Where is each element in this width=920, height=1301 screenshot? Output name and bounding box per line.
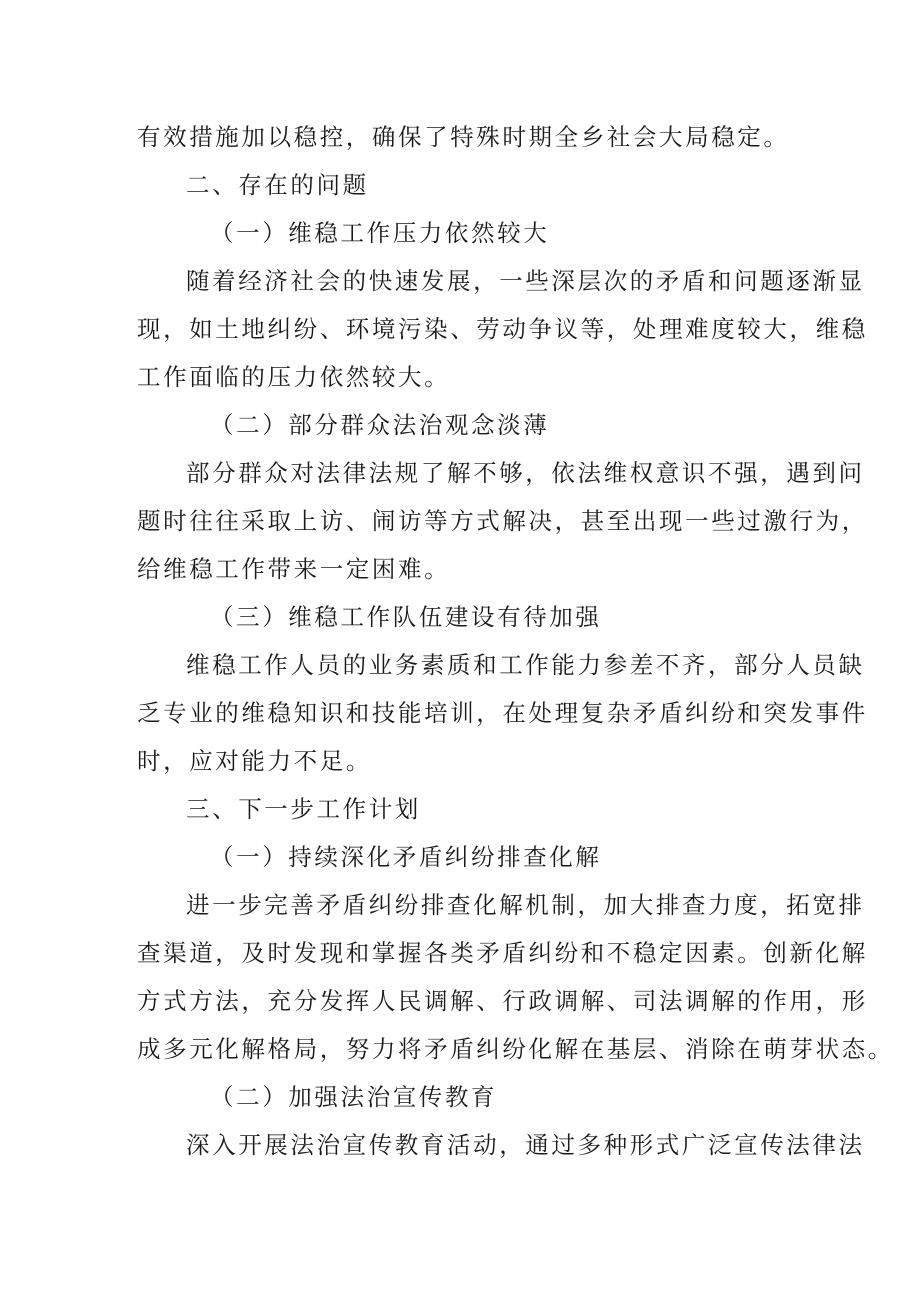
body-text-line: 工作面临的压力依然较大。: [137, 363, 451, 391]
section-heading: 二、存在的问题: [186, 171, 369, 199]
subsection-heading: （二）部分群众法治观念淡薄: [210, 411, 550, 439]
subsection-heading: （一）维稳工作压力依然较大: [210, 219, 550, 247]
body-text-line: 时，应对能力不足。: [137, 747, 372, 775]
body-text-line: 维稳工作人员的业务素质和工作能力参差不齐，部分人员缺: [186, 651, 865, 679]
body-text-line: 乏专业的维稳知识和技能培训，在处理复杂矛盾纠纷和突发事件: [137, 699, 868, 727]
subsection-heading: （三）维稳工作队伍建设有待加强: [210, 603, 602, 631]
body-text-line: 进一步完善矛盾纠纷排查化解机制，加大排查力度，拓宽排: [186, 891, 865, 919]
subsection-heading: （二）加强法治宣传教育: [210, 1083, 498, 1111]
subsection-heading: （一）持续深化矛盾纠纷排查化解: [210, 843, 602, 871]
section-heading: 三、下一步工作计划: [186, 795, 421, 823]
body-text-line: 随着经济社会的快速发展，一些深层次的矛盾和问题逐渐显: [186, 267, 865, 295]
body-text-line: 有效措施加以稳控，确保了特殊时期全乡社会大局稳定。: [137, 123, 790, 151]
body-text-line: 查渠道，及时发现和掌握各类矛盾纠纷和不稳定因素。创新化解: [137, 939, 868, 967]
body-text-line: 方式方法，充分发挥人民调解、行政调解、司法调解的作用，形: [137, 987, 868, 1015]
body-text-line: 部分群众对法律法规了解不够，依法维权意识不强，遇到问: [186, 459, 865, 487]
body-text-line: 题时往往采取上访、闹访等方式解决，甚至出现一些过激行为，: [137, 507, 868, 535]
body-text-line: 成多元化解格局，努力将矛盾纠纷化解在基层、消除在萌芽状态。: [137, 1035, 894, 1063]
body-text-line: 给维稳工作带来一定困难。: [137, 555, 451, 583]
body-text-line: 深入开展法治宣传教育活动，通过多种形式广泛宣传法律法: [186, 1131, 865, 1159]
body-text-line: 现，如土地纠纷、环境污染、劳动争议等，处理难度较大，维稳: [137, 315, 868, 343]
